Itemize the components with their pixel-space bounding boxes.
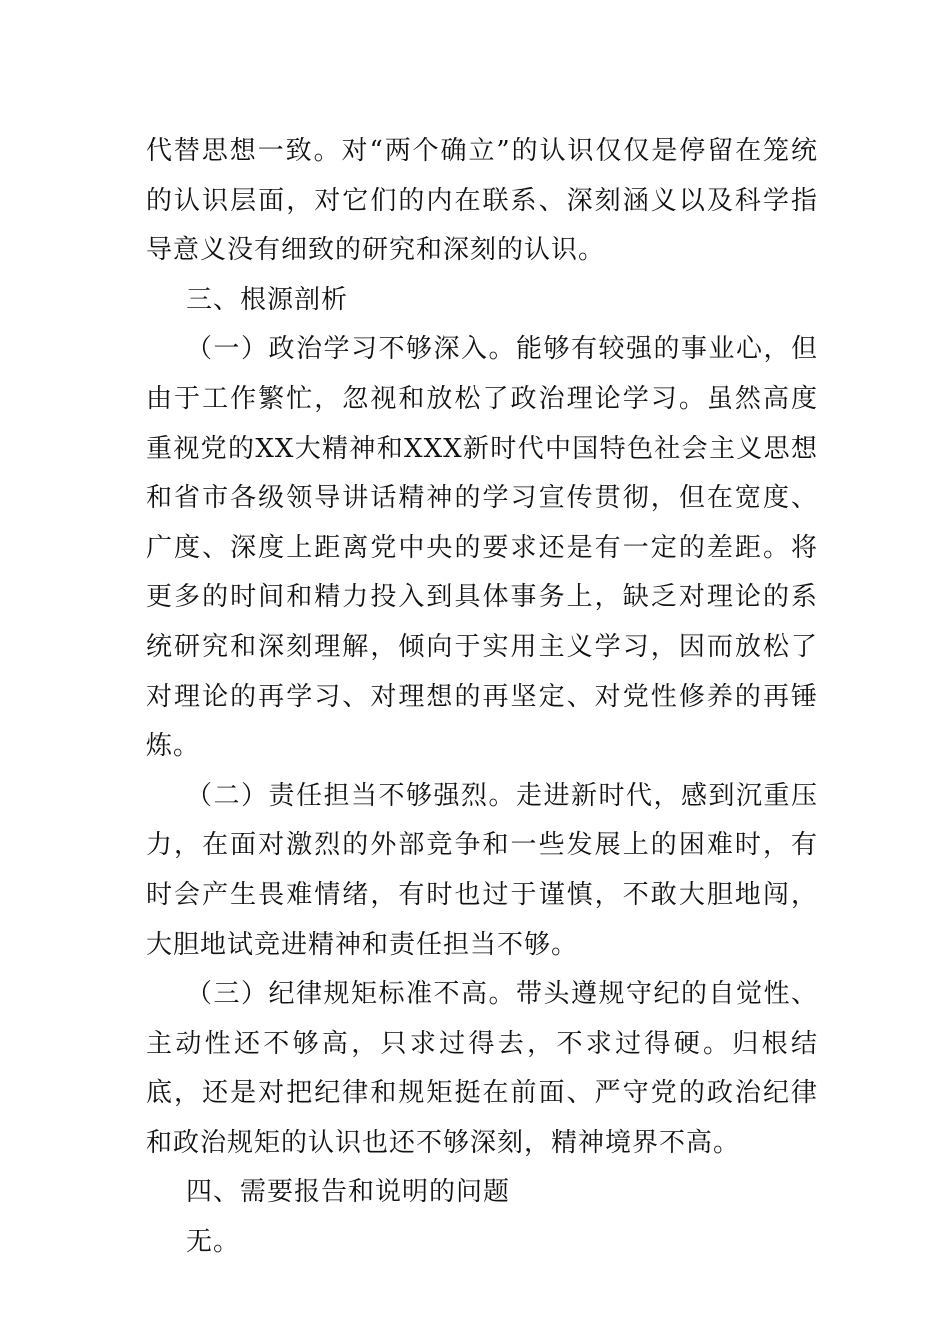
section-heading-report: 四、需要报告和说明的问题 — [186, 1177, 511, 1208]
paragraph-none: 无。 — [186, 1227, 241, 1258]
section-heading-root-cause: 三、根源剖析 — [186, 284, 349, 315]
paragraph-continuation: 代替思想一致。对“两个确立”的认识仅仅是停留在笼统的认识层面，对它们的内在联系、深刻涵义以及科学指导意义没有细致的研究和深刻的认识。 — [146, 136, 818, 266]
document-body — [146, 127, 818, 1268]
paragraph-responsibility: （二）责任担当不够强烈。走进新时代，感到沉重压力，在面对激烈的外部竞争和一些发展上的困难时，有时会产生畏难情绪，有时也过于谨慎，不敢大胆地闯，大胆地试竞进精神和责任担当不够。 — [146, 780, 818, 960]
paragraph-political-study: （一）政治学习不够深入。能够有较强的事业心，但由于工作繁忙，忽视和放松了政治理论学习。虽然高度重视党的XX大精神和XXX新时代中国特色社会主义思想和省市各级领导讲话精神的学习宣传贯彻，但在宽度、广度、深度上距离党中央的要求还是有一定的差距。将更多的时间和精力投入到具体事务上，缺乏对理论的系统研究和深刻理解，倾向于实用主义学习，因而放松了对理论的再学习、对理想的再坚定、对党性修养的再锤炼。 — [146, 334, 818, 762]
paragraph-discipline: （三）纪律规矩标准不高。带头遵规守纪的自觉性、主动性还不够高，只求过得去，不求过得硬。归根结底，还是对把纪律和规矩挺在前面、严守党的政治纪律和政治规矩的认识也还不够深刻，精神境界不高。 — [146, 979, 818, 1158]
